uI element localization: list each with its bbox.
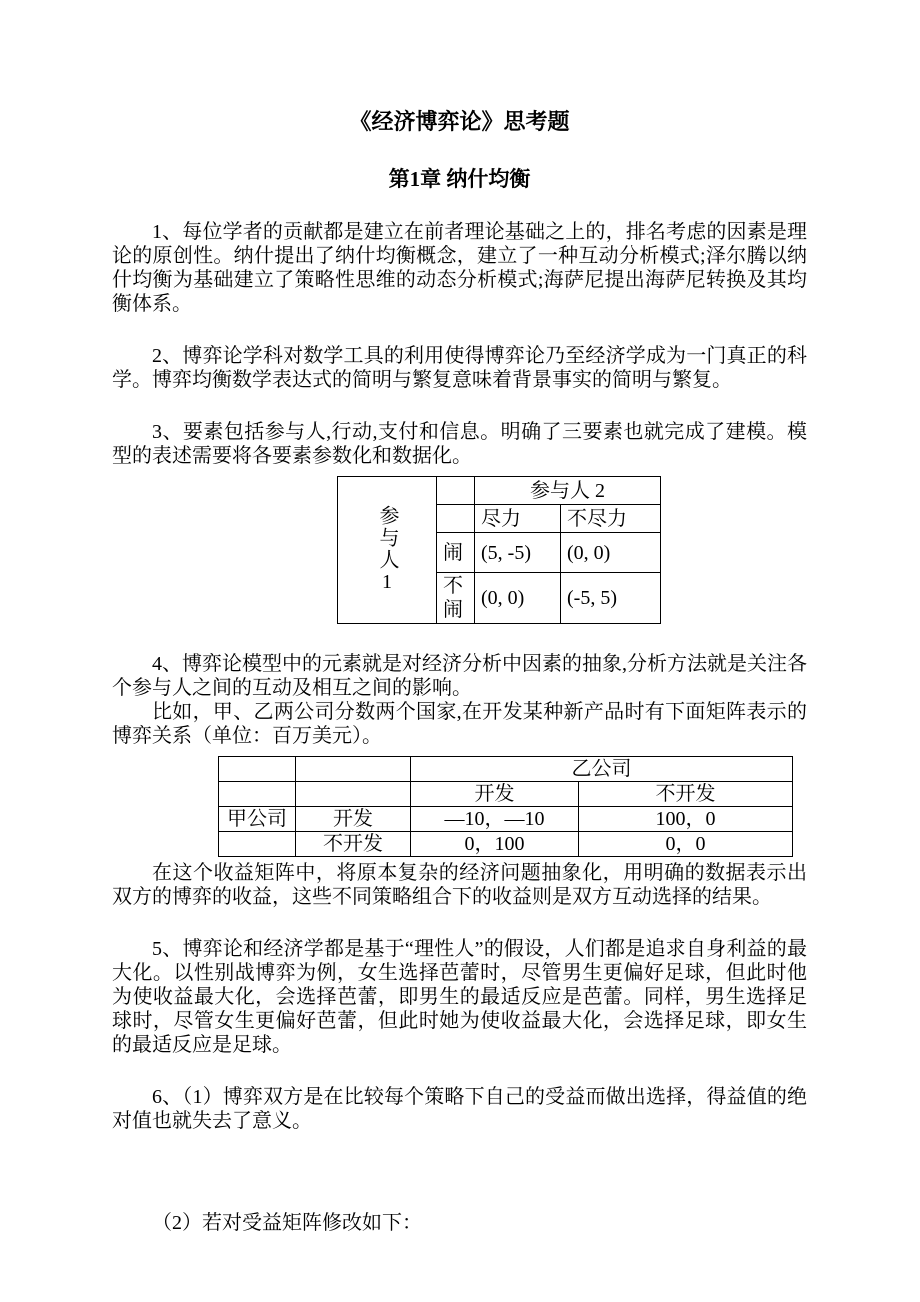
t1-payoff-cell: (0, 0) [475, 573, 561, 624]
paragraph-6: 6、（1）博弈双方是在比较每个策略下自己的受益而做出选择，得益值的绝对值也就失去了意义。 [112, 1086, 807, 1132]
t1-payoff-cell: (5, -5) [475, 533, 561, 573]
t1-row-player-header: 参与人1 [338, 477, 437, 624]
paragraph-7: （2）若对受益矩阵修改如下： [152, 1212, 422, 1234]
paragraph-3: 3、要素包括参与人,行动,支付和信息。明确了三要素也就完成了建模。模型的表述需要将各要素参数化和数据化。 [112, 421, 807, 467]
t1-empty-cell [437, 477, 475, 505]
t2-payoff-cell: 100，0 [579, 807, 793, 832]
t2-empty-cell [219, 832, 296, 857]
paragraph-5: 5、博弈论和经济学都是基于“理性人”的假设，人们都是追求自身利益的最大化。以性别战博弈为例，女生选择芭蕾时，尽管男生更偏好足球，但此时他为使收益最大化，会选择芭蕾，即男生的最适反应是芭蕾。同样，男生选择足球时，尽管女生更偏好芭蕾，但此时她为使收益最大化，会选择足球，即女生的最适反应是足球。 [112, 938, 807, 1056]
paragraph-2: 2、博弈论学科对数学工具的利用使得博弈论乃至经济学成为一门真正的科学。博弈均衡数学表达式的简明与繁复意味着背景事实的简明与繁复。 [112, 345, 807, 391]
t1-empty-cell [437, 505, 475, 533]
t1-col-player-header: 参与人 2 [475, 477, 661, 505]
t2-col-player-header: 乙公司 [411, 757, 793, 782]
t2-payoff-cell: 0，100 [411, 832, 579, 857]
t2-empty-cell [219, 782, 296, 807]
t1-payoff-cell: (-5, 5) [561, 573, 661, 624]
t2-col-label-2: 不开发 [579, 782, 793, 807]
t2-row-label-2: 不开发 [296, 832, 411, 857]
table-row [219, 832, 793, 857]
t2-empty-cell [296, 782, 411, 807]
t2-payoff-cell: —10，—10 [411, 807, 579, 832]
t2-payoff-cell: 0，0 [579, 832, 793, 857]
document-title: 《经济博弈论》思考题 [349, 109, 570, 134]
t1-row-label-2: 不闹 [437, 573, 475, 624]
paragraph-1: 1、每位学者的贡献都是建立在前者理论基础之上的，排名考虑的因素是理论的原创性。纳什提出了纳什均衡概念，建立了一种互动分析模式;泽尔腾以纳什均衡为基础建立了策略性思维的动态分析模式;海萨尼提出海萨尼转换及其均衡体系。 [112, 221, 807, 315]
table-row [219, 807, 793, 832]
t2-empty-cell [296, 757, 411, 782]
chapter-heading: 第1章 纳什均衡 [388, 167, 531, 191]
payoff-matrix-players [337, 476, 661, 624]
t2-row-player-header: 甲公司 [219, 807, 296, 832]
t2-col-label-1: 开发 [411, 782, 579, 807]
paragraph-4a: 4、博弈论模型中的元素就是对经济分析中因素的抽象,分析方法就是关注各个参与人之间的互动及相互之间的影响。 [112, 653, 807, 699]
t2-row-label-1: 开发 [296, 807, 411, 832]
paragraph-4b: 比如，甲、乙两公司分数两个国家,在开发某种新产品时有下面矩阵表示的博弈关系（单位：百万美元）。 [112, 701, 807, 747]
payoff-matrix-companies [218, 756, 793, 857]
t2-empty-cell [219, 757, 296, 782]
t1-payoff-cell: (0, 0) [561, 533, 661, 573]
paragraph-4c: 在这个收益矩阵中，将原本复杂的经济问题抽象化，用明确的数据表示出双方的博弈的收益，这些不同策略组合下的收益则是双方互动选择的结果。 [112, 862, 807, 908]
t1-col-label-2: 不尽力 [561, 505, 661, 533]
t1-row-label-1: 闹 [437, 533, 475, 573]
t1-col-label-1: 尽力 [475, 505, 561, 533]
